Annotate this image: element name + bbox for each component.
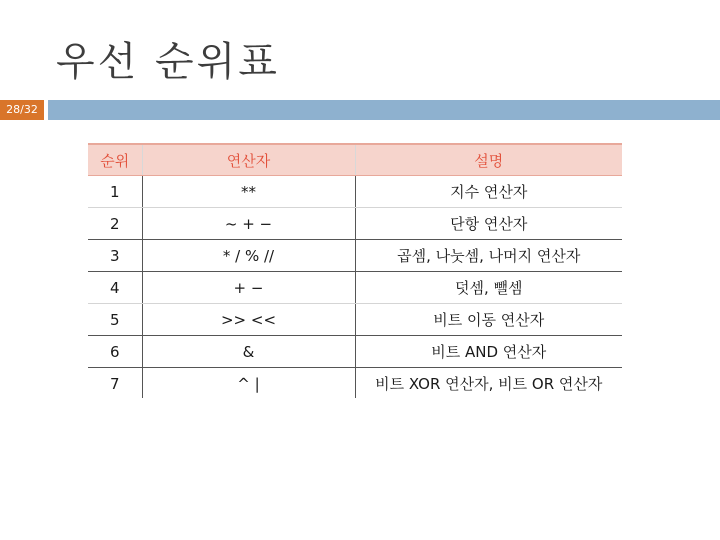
description-cell: 지수 연산자 (355, 176, 622, 208)
operator-cell: >> << (142, 304, 355, 336)
description-cell: 비트 이동 연산자 (355, 304, 622, 336)
table-row (88, 176, 622, 208)
table-row (88, 272, 622, 304)
table-row (88, 336, 622, 368)
operator-cell: ~ + − (142, 208, 355, 240)
operator-cell: ^ | (142, 368, 355, 399)
table-row (88, 368, 622, 399)
description-cell: 덧셈, 뺄셈 (355, 272, 622, 304)
column-header-rank: 순위 (88, 144, 142, 176)
table-row (88, 304, 622, 336)
column-header-description: 설명 (355, 144, 622, 176)
table-row (88, 240, 622, 272)
header-bar (48, 100, 720, 120)
operator-cell: + − (142, 272, 355, 304)
rank-cell: 1 (88, 176, 142, 208)
operator-cell: * / % // (142, 240, 355, 272)
description-cell: 비트 XOR 연산자, 비트 OR 연산자 (355, 368, 622, 399)
page-number: 28/32 (0, 100, 44, 120)
table-row (88, 208, 622, 240)
rank-cell: 7 (109, 374, 120, 393)
precedence-table (88, 143, 622, 398)
description-cell: 비트 AND 연산자 (355, 336, 622, 368)
slide-title: 우선 순위표 (56, 39, 280, 85)
description-cell: 단항 연산자 (355, 208, 622, 240)
rank-cell: 4 (88, 272, 142, 304)
precedence-table-container (88, 143, 622, 398)
rank-cell: 3 (88, 240, 142, 272)
rank-cell: 5 (88, 304, 142, 336)
description-cell: 곱셈, 나눗셈, 나머지 연산자 (355, 240, 622, 272)
table-header-row (88, 144, 622, 176)
rank-cell: 2 (88, 208, 142, 240)
operator-cell: ** (142, 176, 355, 208)
column-header-operator: 연산자 (142, 144, 355, 176)
rank-cell: 6 (88, 336, 142, 368)
operator-cell: & (142, 336, 355, 368)
